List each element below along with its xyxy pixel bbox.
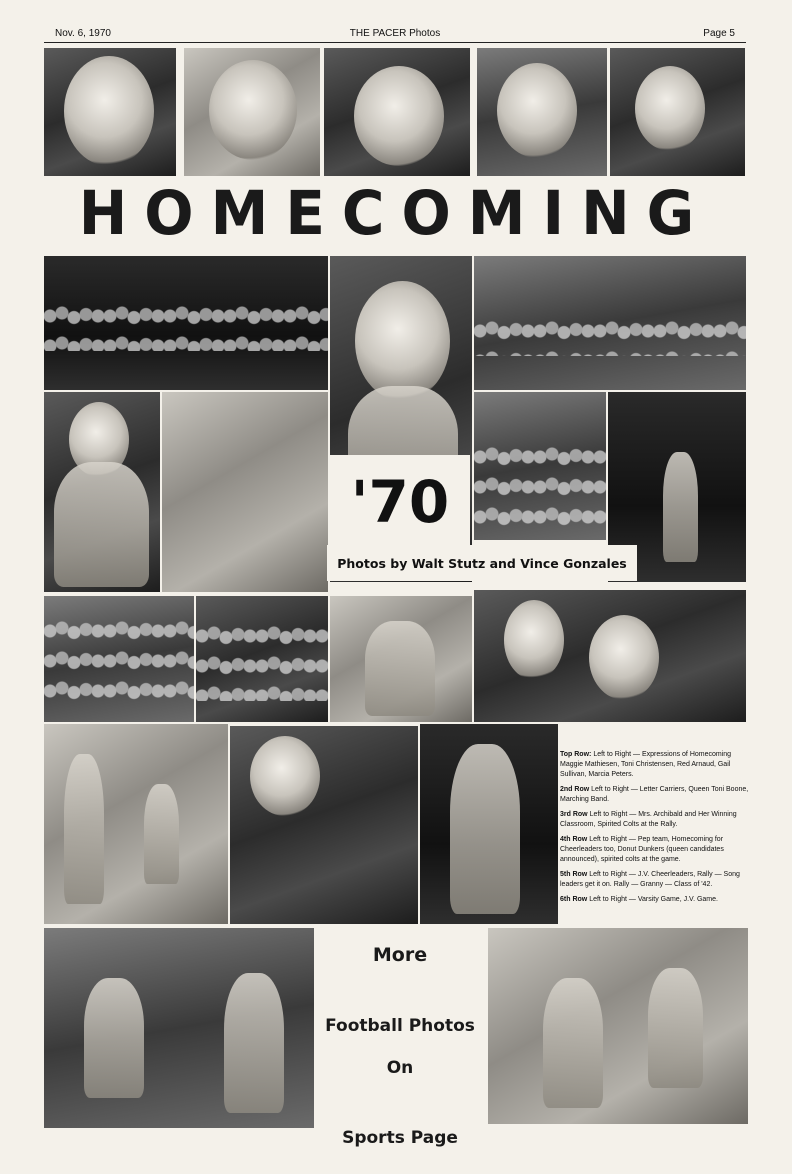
issue-date: Nov. 6, 1970 xyxy=(55,28,111,39)
caption-row-5: 5th Row Left to Right — J.V. Cheerleaders, Rally — Song leaders get it on. Rally — Granny — Class of '42. xyxy=(560,871,740,888)
photo-rally-crowd xyxy=(474,392,606,540)
photo-teacher xyxy=(44,392,160,592)
photo-captions xyxy=(560,750,750,910)
photo-top-5 xyxy=(610,48,745,176)
photo-pep-team xyxy=(44,596,194,722)
more-line-4: Sports Page xyxy=(342,1128,458,1148)
section-title: THE PACER Photos xyxy=(349,28,441,39)
photo-granny xyxy=(420,724,558,924)
header-rule xyxy=(44,42,746,43)
photo-top-4 xyxy=(477,48,607,176)
more-line-1: More xyxy=(372,944,428,966)
caption-row-6: 6th Row Left to Right — Varsity Game, J.V. Game. xyxy=(560,896,718,903)
caption-row-4: 4th Row Left to Right — Pep team, Homecoming for Cheerleaders too, Donut Dunkers (queen candidates announced), spirited colts at the game. xyxy=(560,836,724,863)
caption-row-2: 2nd Row Left to Right — Letter Carriers, Queen Toni Boone, Marching Band. xyxy=(560,786,749,803)
photo-spirited-colts xyxy=(474,590,746,722)
page-header xyxy=(55,26,735,42)
headline: HOMECOMING xyxy=(78,177,712,249)
caption-row-1: Top Row: Left to Right — Expressions of Homecoming Maggie Mathiesen, Toni Christensen, Red Arnaud, Gail Sullivan, Marcia Peters. xyxy=(560,751,732,778)
more-line-3: On xyxy=(386,1058,414,1078)
more-line-2: Football Photos xyxy=(325,1016,475,1036)
photo-letter-carriers xyxy=(44,256,328,390)
photo-donut-dunkers xyxy=(330,596,472,722)
photo-varsity-game xyxy=(44,928,314,1128)
photo-top-3 xyxy=(324,48,470,176)
photo-top-1 xyxy=(44,48,176,176)
caption-row-3: 3rd Row Left to Right — Mrs. Archibald and Her Winning Classroom, Spirited Colts at the Rally. xyxy=(560,811,737,828)
photo-credit: Photos by Walt Stutz and Vince Gonzales xyxy=(337,556,627,571)
photo-top-2 xyxy=(184,48,320,176)
photo-marching-band xyxy=(474,256,746,390)
photo-cheerleaders xyxy=(196,596,328,722)
photo-jv-cheerleaders xyxy=(44,724,228,924)
photo-song-leaders xyxy=(230,726,418,924)
photo-classroom xyxy=(162,392,328,592)
photo-jv-game xyxy=(488,928,748,1124)
page-number: Page 5 xyxy=(703,28,735,39)
year-title: '70 xyxy=(350,468,450,536)
